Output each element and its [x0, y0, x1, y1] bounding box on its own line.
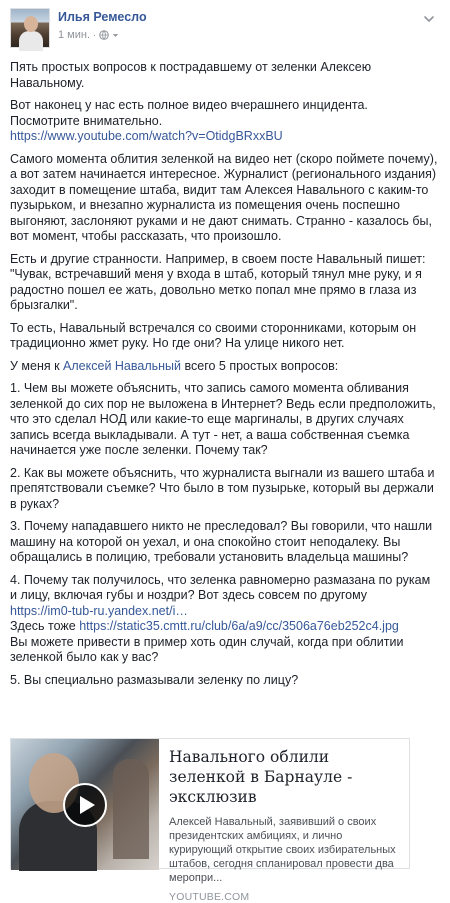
privacy-dropdown-chevron-icon[interactable] — [112, 32, 119, 39]
thumbnail-figure — [113, 759, 149, 859]
post-paragraph: Пять простых вопросов к пострадавшему от зеленки Алексею Навальному. — [10, 60, 372, 90]
post-paragraph — [10, 98, 440, 145]
separator-dot: · — [93, 30, 97, 40]
paragraph-text: Вот наконец у нас есть полное видео вчерашнего инцидента. Посмотрите внимательно. — [10, 98, 368, 128]
post-subline — [58, 27, 147, 43]
play-icon[interactable] — [63, 783, 107, 827]
post-paragraph: Самого момента облития зеленкой на видео нет (скоро поймете почему), а вот затем начинается интересное. Журналист (регионального издания) заходит в помещение штаба, видит там Алексея Навального с каким-то пузырьком, и внезапно журналиста из помещения очень поспешно выгоняют, заслоняют руками и не дают снимать. Странно - казалось бы, вот момент, чтобы рассказать, что произошло. — [10, 151, 438, 243]
question-5: 5. Вы специально размазывали зеленку по лицу? — [10, 672, 299, 687]
post-paragraph — [10, 359, 440, 375]
paragraph-text: Вы можете привести в пример хоть один случай, когда при облитии зеленкой было как у вас? — [10, 634, 404, 664]
post-meta — [58, 8, 147, 43]
link-preview-description: Алексей Навальный, заявивший о своих президентских амбициях, и лично курирующий открытие своих избирательных штабов, сегодня спланировал провести два меропри... — [169, 816, 396, 884]
link-preview-source: YOUTUBE.COM — [169, 891, 250, 903]
post-body — [10, 60, 440, 688]
avatar[interactable] — [10, 8, 50, 48]
paragraph-text: 4. Почему так получилось, что зеленка равномерно размазана по рукам и лицу, включая губы и ноздри? Вот здесь совсем по другому — [10, 572, 431, 602]
question-1: 1. Чем вы можете объяснить, что запись самого момента обливания зеленкой до сих пор не выложена в Интернет? Ведь если предположить, что это сделал НОД или какие-то еще маргиналы, в других случаях запись всегда выкладывали. А тут - нет, а ваша собственная съемка начинается уже после зеленки. Почему так? — [10, 381, 436, 457]
yandex-image-link[interactable]: https://im0-tub-ru.yandex.net/i… — [10, 603, 188, 618]
post-paragraph: То есть, Навальный встречался со своими сторонниками, которым он традиционно жмет руку. Но где они? На улице никого нет. — [10, 320, 417, 350]
question-3: 3. Почему нападавшего никто не преследовал? Вы говорили, что нашли машину на которой он уехал, и она спокойно стоит неподалеку. Вы обращались в полицию, требовали установить владельца машины? — [10, 519, 433, 564]
video-thumbnail[interactable] — [11, 739, 159, 870]
globe-icon[interactable] — [99, 30, 109, 40]
link-preview-text[interactable] — [159, 739, 409, 903]
chevron-down-icon[interactable] — [422, 12, 436, 26]
mention-link[interactable]: Алексей Навальный — [63, 358, 182, 373]
author-name[interactable]: Илья Ремесло — [58, 10, 147, 24]
paragraph-text: Здесь тоже — [10, 619, 80, 633]
post-header — [10, 8, 440, 52]
question-4 — [10, 573, 440, 666]
question-2: 2. Как вы можете объяснить, что журналиста выгнали из вашего штаба и препятствовали съемке? Что было в том пузырьке, который вы держали в руках? — [10, 465, 435, 511]
cmtt-image-link[interactable]: https://static35.cmtt.ru/club/6a/a9/cc/3506a76eb252c4.jpg — [79, 619, 399, 633]
link-preview-title[interactable]: Навального облили зеленкой в Барнауле - эксклюзив — [169, 748, 353, 806]
post-timestamp[interactable]: 1 мин. — [58, 29, 91, 41]
youtube-link[interactable]: https://www.youtube.com/watch?v=OtidgBRxxBU — [10, 129, 283, 143]
link-preview-card[interactable] — [10, 738, 410, 903]
paragraph-text: У меня к — [10, 358, 64, 373]
paragraph-text: всего 5 простых вопросов: — [181, 358, 339, 373]
post-paragraph: Есть и другие странности. Например, в своем посте Навальный пишет: "Чувак, встречавший меня у входа в штаб, который тянул мне руку, и я радостно пошел ее жать, довольно метко попал мне прямо в глаза из брызгалки". — [10, 251, 426, 312]
